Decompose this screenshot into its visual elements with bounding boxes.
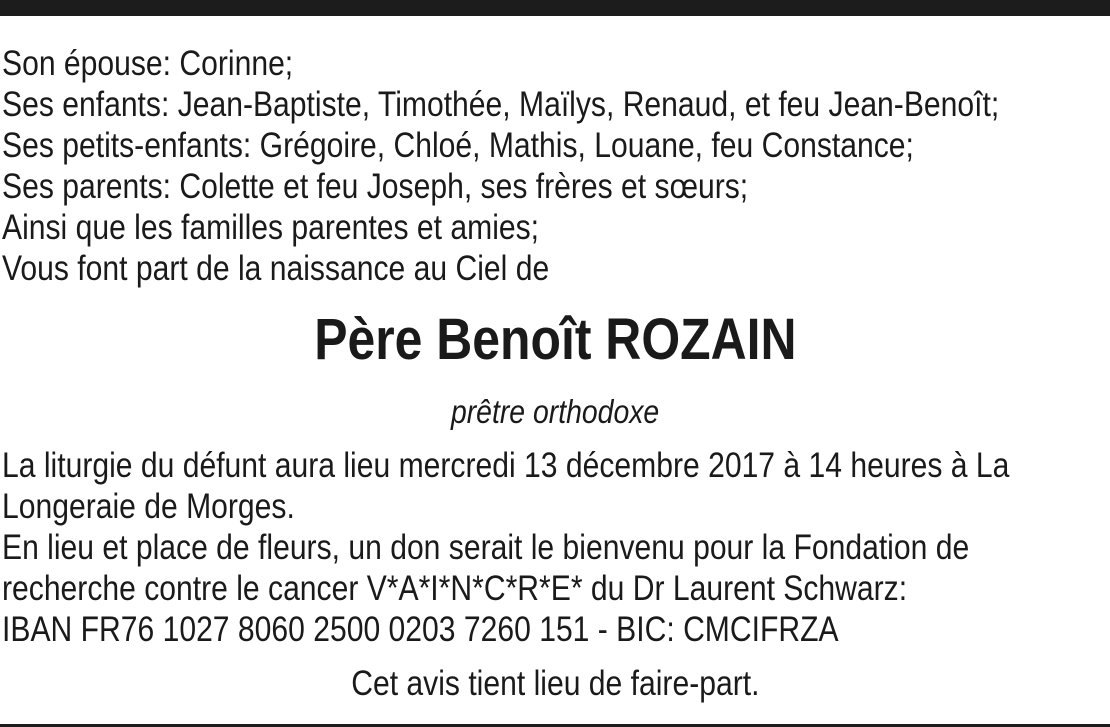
details-line-foundation: recherche contre le cancer V*A*I*N*C*R*E* du Dr Laurent Schwarz: bbox=[2, 569, 908, 608]
family-line-children: Ses enfants: Jean-Baptiste, Timothée, Maïlys, Renaud, et feu Jean-Benoît; bbox=[2, 85, 1000, 124]
details-line-donation: En lieu et place de fleurs, un don serait le bienvenu pour la Fondation de bbox=[2, 528, 970, 567]
deceased-name: Père Benoît ROZAIN bbox=[313, 307, 797, 372]
deceased-role-row bbox=[0, 392, 1110, 432]
family-line-spouse: Son épouse: Corinne; bbox=[2, 44, 294, 83]
family-line-relatives: Ainsi que les familles parentes et amies; bbox=[2, 208, 540, 247]
details-line-bank: IBAN FR76 1027 8060 2500 0203 7260 151 - BIC: CMCIFRZA bbox=[2, 610, 839, 649]
top-border-rule bbox=[0, 0, 1110, 16]
family-line-parents: Ses parents: Colette et feu Joseph, ses frères et sœurs; bbox=[2, 167, 749, 206]
deceased-role: prêtre orthodoxe bbox=[450, 393, 660, 430]
family-line-grandchildren: Ses petits-enfants: Grégoire, Chloé, Mathis, Louane, feu Constance; bbox=[2, 126, 914, 165]
family-line-announcement: Vous font part de la naissance au Ciel de bbox=[2, 249, 550, 288]
details-line-liturgy: La liturgie du défunt aura lieu mercredi 13 décembre 2017 à 14 heures à La bbox=[2, 446, 1010, 485]
deceased-name-row bbox=[0, 308, 1110, 372]
closing-row bbox=[0, 664, 1110, 704]
details-line-location: Longeraie de Morges. bbox=[2, 487, 295, 526]
closing-statement: Cet avis tient lieu de faire-part. bbox=[350, 664, 760, 703]
